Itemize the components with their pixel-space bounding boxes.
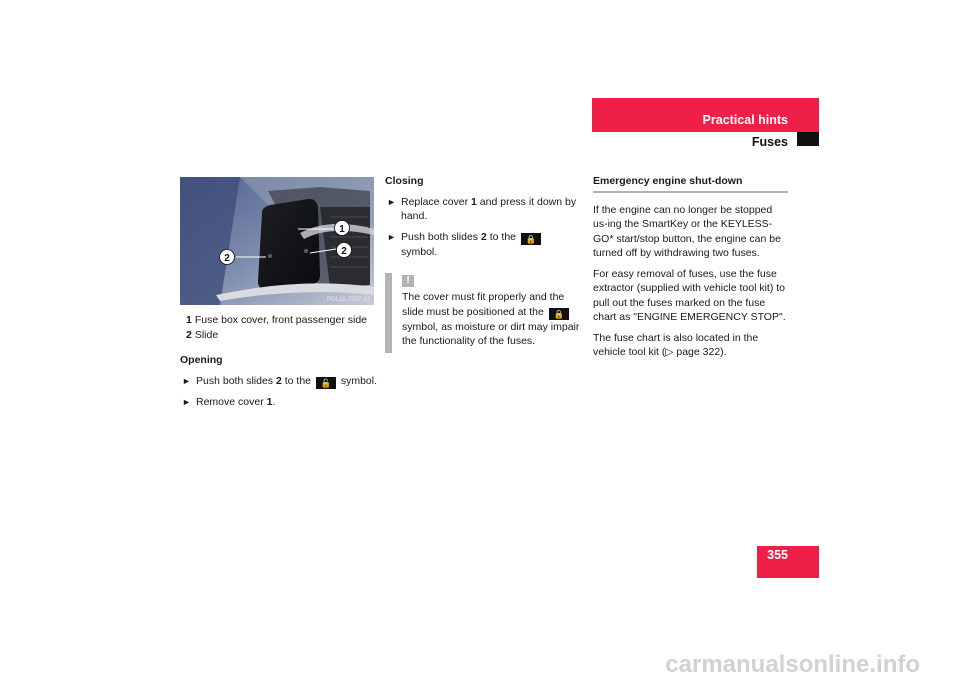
callout-2-left: 2 (224, 253, 230, 264)
figure-code: P54.15-7007-31 (326, 297, 370, 303)
closing-section (385, 174, 581, 349)
section-title: Practical hints (702, 113, 788, 127)
opening-step-1: ► Push both slides 2 to the 🔓 symbol. (182, 374, 378, 388)
closing-heading: Closing (385, 175, 424, 187)
opening-step-2: ► Remove cover 1. (182, 395, 276, 408)
step-arrow-icon: ► (387, 196, 396, 207)
notice-text: The cover must fit properly and the slide must be positioned at the 🔒 symbol, as moisture or dirt may impair the functionality of the fuses. (402, 291, 580, 347)
caption-item: 1 Fuse box cover, front passenger side (186, 314, 368, 326)
opening-section (180, 353, 380, 415)
opening-heading: Opening (180, 354, 223, 366)
caption-item: 2 Slide (186, 328, 219, 341)
callout-1: 1 (339, 224, 345, 235)
step-arrow-icon: ► (182, 396, 191, 407)
emergency-heading: Emergency engine shut-down (593, 175, 743, 187)
step-arrow-icon: ► (182, 375, 191, 386)
step-arrow-icon: ► (387, 231, 396, 242)
heading-rule (593, 191, 788, 193)
topic-title: Fuses (751, 135, 788, 149)
fuse-box-photo (180, 177, 374, 305)
topic-marker (797, 132, 819, 146)
warning-icon: ! (402, 275, 414, 287)
notice-bar (385, 273, 392, 353)
emergency-paragraph-3: The fuse chart is also located in the vehicle tool kit (▷ page 322). (593, 331, 759, 358)
closing-step-1: ► Replace cover 1 and press it down by hand. (387, 195, 577, 222)
closing-step-2: ► Push both slides 2 to the 🔒 symbol. (385, 230, 581, 260)
notice-box (385, 273, 581, 349)
emergency-section (593, 174, 788, 366)
unlock-icon: 🔓 (316, 377, 336, 389)
lock-icon: 🔒 (549, 308, 569, 320)
page-ref-arrow-icon: ▷ (665, 346, 674, 358)
footer-watermark: carmanualsonline.info (665, 651, 920, 678)
emergency-paragraph-2: For easy removal of fuses, use the fuse extractor (supplied with vehicle tool kit) to pull out the fuses marked on the fuse chart as "ENGINE EMERGENCY STOP". (593, 267, 786, 323)
figure-caption (186, 313, 371, 342)
page-number: 355 (767, 548, 788, 562)
emergency-paragraph-1: If the engine can no longer be stopped us-ing the SmartKey or the KEYLESS-GO* start/stop button, the engine can be turned off by withdrawing two fuses. (593, 203, 781, 259)
callout-2-right: 2 (341, 246, 347, 257)
lock-icon: 🔒 (521, 233, 541, 245)
